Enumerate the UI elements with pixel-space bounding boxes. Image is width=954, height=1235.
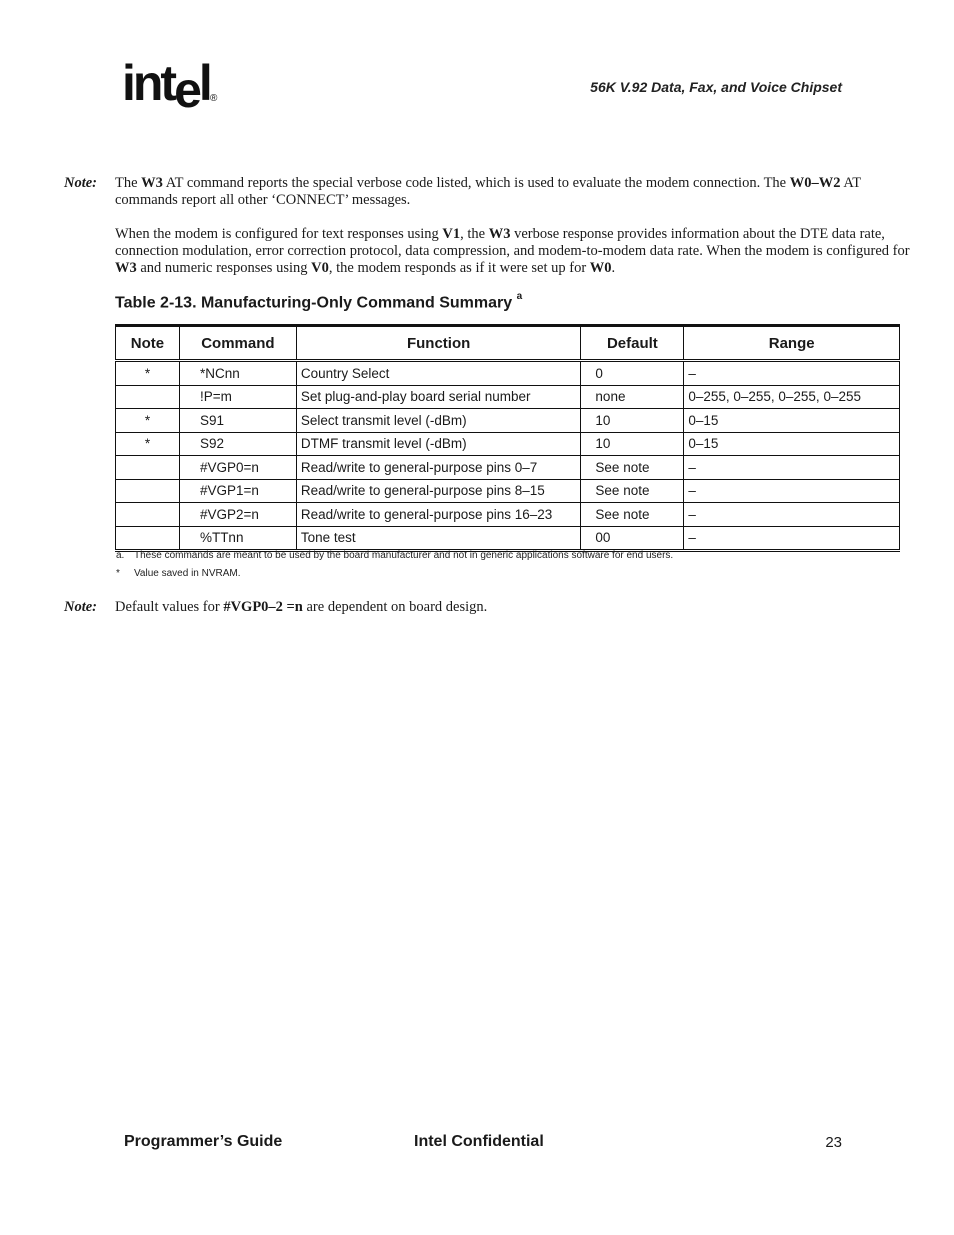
table-footnote-a [116, 550, 673, 561]
cell-command: S92 [179, 432, 296, 456]
logo-text: int [122, 55, 175, 111]
table-caption: Table 2-13. Manufacturing-Only Command Summary $^a$ [115, 291, 523, 312]
table-row [116, 456, 900, 480]
cell-default: See note [581, 479, 684, 503]
cell-range: 0–255, 0–255, 0–255, 0–255 [684, 385, 900, 409]
cell-note [116, 385, 180, 409]
note-body [115, 175, 922, 277]
note-body: Default values for #VGP0–2 =n are dependent on board design. [115, 599, 488, 615]
cell-default: 0 [581, 361, 684, 386]
logo-text-l: l [198, 55, 210, 111]
header-range: Range [684, 326, 900, 361]
footnote-mark: a. [116, 550, 125, 561]
registered-mark: ® [210, 93, 218, 104]
cell-command: *NCnn [179, 361, 296, 386]
cell-note: * [116, 409, 180, 433]
cell-command: !P=m [179, 385, 296, 409]
command-summary-table [115, 324, 900, 552]
cell-range: – [684, 456, 900, 480]
cell-default: See note [581, 503, 684, 527]
cell-default: none [581, 385, 684, 409]
cell-command: S91 [179, 409, 296, 433]
cell-range: – [684, 526, 900, 551]
table-row [116, 385, 900, 409]
table-row [116, 409, 900, 433]
caption-footnote-mark: a [516, 291, 523, 302]
cell-default: 00 [581, 526, 684, 551]
cell-default: See note [581, 456, 684, 480]
table-row [116, 479, 900, 503]
note-w3 [64, 175, 922, 294]
header-default: Default [581, 326, 684, 361]
page-number: 23 [825, 1134, 842, 1151]
document-title: 56K V.92 Data, Fax, and Voice Chipset [590, 79, 842, 95]
cell-command: #VGP1=n [179, 479, 296, 503]
table-footnote-star [116, 568, 241, 579]
footnote-text: Value saved in NVRAM. [134, 568, 241, 579]
note-paragraph-1: The W3 AT command reports the special verbose code listed, which is used to evaluate the modem connection. The W0–W2 AT commands report all other ‘CONNECT’ messages. [115, 175, 861, 208]
cell-note [116, 503, 180, 527]
cell-function: DTMF transmit level (-dBm) [296, 432, 581, 456]
cell-note [116, 479, 180, 503]
table-header-row [116, 326, 900, 361]
cell-note: * [116, 432, 180, 456]
intel-logo [122, 55, 218, 118]
table-row [116, 432, 900, 456]
note-label: Note: [64, 599, 98, 615]
cell-default: 10 [581, 409, 684, 433]
cell-function: Read/write to general-purpose pins 8–15 [296, 479, 581, 503]
cell-function: Read/write to general-purpose pins 16–23 [296, 503, 581, 527]
cell-default: 10 [581, 432, 684, 456]
header-function: Function [296, 326, 581, 361]
header-note: Note [116, 326, 180, 361]
cell-range: – [684, 361, 900, 386]
cell-function: Tone test [296, 526, 581, 551]
footnote-mark: * [116, 568, 120, 579]
cell-range: – [684, 479, 900, 503]
cell-function: Read/write to general-purpose pins 0–7 [296, 456, 581, 480]
cell-function: Select transmit level (-dBm) [296, 409, 581, 433]
table-row [116, 361, 900, 386]
cell-command: %TTnn [179, 526, 296, 551]
cell-function: Set plug-and-play board serial number [296, 385, 581, 409]
cell-range: – [684, 503, 900, 527]
footnote-text: These commands are meant to be used by the board manufacturer and not in generic applications software for end users. [134, 550, 674, 561]
footer-guide-title: Programmer’s Guide [124, 1133, 283, 1150]
header-command: Command [179, 326, 296, 361]
note-vgp-defaults [64, 599, 922, 616]
cell-function: Country Select [296, 361, 581, 386]
note-label: Note: [64, 175, 98, 191]
cell-command: #VGP0=n [179, 456, 296, 480]
footer-confidential: Intel Confidential [414, 1133, 544, 1150]
cell-range: 0–15 [684, 432, 900, 456]
cell-note [116, 456, 180, 480]
table-row [116, 526, 900, 551]
cell-range: 0–15 [684, 409, 900, 433]
cell-command: #VGP2=n [179, 503, 296, 527]
cell-note [116, 526, 180, 551]
cell-note: * [116, 361, 180, 386]
note-paragraph-2: When the modem is configured for text responses using V1, the W3 verbose response provides information about the DTE data rate, connection modulation, error correction protocol, data compression, and modem-to-modem data rate. When the modem is configured for W3 and numeric responses using V0, the modem responds as if it were set up for W0. [115, 226, 910, 276]
logo-text-e: e [174, 62, 199, 118]
table-row [116, 503, 900, 527]
